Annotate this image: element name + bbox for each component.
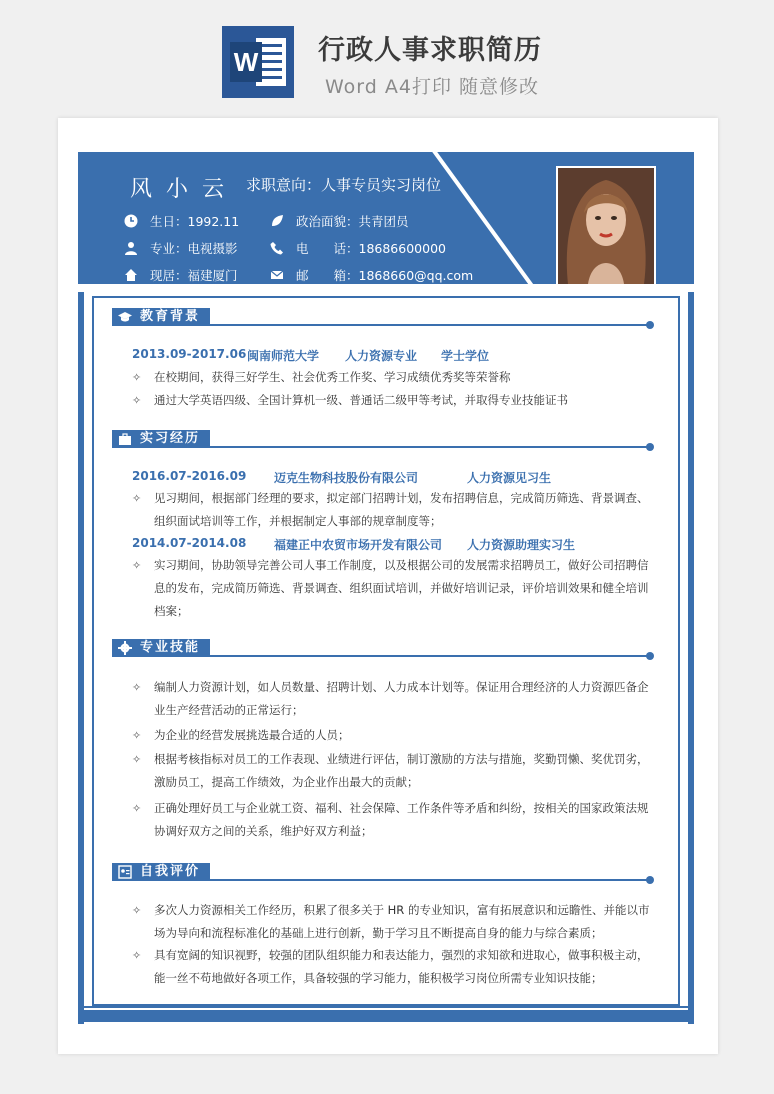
mail-icon [270, 268, 284, 282]
banner-subtitle: Word A4打印 随意修改 [325, 76, 540, 98]
skills-heading [112, 639, 210, 657]
home-row [124, 266, 238, 284]
bullet-mark-icon: ✧ [132, 904, 142, 917]
list-item: ✧ 正确处理好员工与企业就工资、福利、社会保障、工作条件等矛盾和纠纷，按相关的国家政策法规协调好双方之间的关系，维护好双方利益； [132, 797, 652, 843]
education-heading [112, 308, 210, 326]
skills-title: 专业技能 [140, 640, 201, 655]
skills-dot [646, 652, 654, 660]
self-rule [206, 879, 650, 881]
word-logo-icon [222, 26, 294, 98]
bullet-mark-icon: ✧ [132, 559, 142, 572]
email-text: 邮 箱：1868660@qq.com [296, 268, 474, 283]
education-school: 闽南师范大学 [247, 349, 320, 363]
home-icon [124, 268, 138, 282]
job-1-period: 2016.07-2016.09 [132, 469, 247, 483]
job-entry-1 [132, 469, 551, 486]
list-item: ✧ 为企业的经营发展挑选最合适的人员； [132, 724, 652, 747]
bullet-mark-icon: ✧ [132, 371, 142, 384]
candidate-name: 风小云 [130, 177, 239, 202]
list-item: ✧ 根据考核指标对员工的工作表现、业绩进行评估，制订激励的方法与措施，奖勤罚懒、奖优罚劣，激励员工，提高工作绩效，为企业作出最大的贡献； [132, 748, 652, 794]
clock-icon [124, 214, 138, 228]
bottom-bar [78, 1010, 694, 1022]
job-intent: 求职意向：人事专员实习岗位 [246, 176, 442, 194]
phone-row [270, 239, 446, 257]
portrait-image [558, 168, 654, 284]
user-icon [124, 241, 138, 255]
email-row [270, 266, 473, 284]
major-row [124, 239, 238, 257]
header-diagonal [425, 152, 546, 284]
birth-text: 生日：1992.11 [150, 214, 240, 229]
internship-rule [206, 446, 650, 448]
internship-dot [646, 443, 654, 451]
job-2-company: 福建正中农贸市场开发有限公司 [274, 538, 443, 552]
logo-letter: W [233, 47, 259, 77]
politics-row [270, 212, 409, 230]
list-item: ✧ 见习期间，根据部门经理的要求，拟定部门招聘计划，发布招聘信息，完成简历筛选、背景调查、组织面试培训等工作，并根据制定人事部的规章制度等； [132, 487, 652, 533]
resume-page [58, 118, 718, 1054]
profile-photo [556, 166, 656, 286]
education-entry [132, 347, 489, 364]
bullet-mark-icon: ✧ [132, 681, 142, 694]
internship-heading [112, 430, 210, 448]
bullet-mark-icon: ✧ [132, 492, 142, 505]
gear-icon [118, 641, 132, 655]
internship-title: 实习经历 [140, 431, 201, 446]
self-heading [112, 863, 210, 881]
job-2-role: 人力资源助理实习生 [467, 538, 576, 552]
politics-text: 政治面貌：共青团员 [296, 214, 409, 229]
education-dot [646, 321, 654, 329]
self-dot [646, 876, 654, 884]
education-major: 人力资源专业 [345, 349, 418, 363]
list-item: ✧ 在校期间，获得三好学生、社会优秀工作奖、学习成绩优秀奖等荣誉称 [132, 366, 652, 389]
home-text: 现居：福建厦门 [150, 268, 238, 283]
job-entry-2 [132, 536, 575, 553]
job-1-company: 迈克生物科技股份有限公司 [274, 471, 419, 485]
leaf-icon [270, 214, 284, 228]
phone-text: 电 话：18686600000 [296, 241, 446, 256]
list-item: ✧ 实习期间，协助领导完善公司人事工作制度，以及根据公司的发展需求招聘员工，做好公司招聘信息的发布，完成简历筛选、背景调查、组织面试培训，并做好培训记录，评价培训效果和健全培训档案； [132, 554, 652, 623]
self-title: 自我评价 [140, 864, 201, 879]
bottom-rule [78, 1006, 694, 1008]
graduation-cap-icon [118, 310, 132, 324]
list-item: ✧ 编制人力资源计划，如人员数量、招聘计划、人力成本计划等。保证用合理经济的人力资源匹备企业生产经营活动的正常运行； [132, 676, 652, 722]
skills-rule [206, 655, 650, 657]
bullet-mark-icon: ✧ [132, 394, 142, 407]
list-item: ✧ 具有宽阔的知识视野，较强的团队组织能力和表达能力，强烈的求知欲和进取心，做事积极主动，能一丝不苟地做好各项工作，具备较强的学习能力，能积极学习岗位所需专业知识技能； [132, 944, 652, 990]
bullet-mark-icon: ✧ [132, 753, 142, 766]
bullet-mark-icon: ✧ [132, 949, 142, 962]
major-text: 专业：电视摄影 [150, 241, 238, 256]
profile-card-icon [118, 865, 132, 879]
education-period: 2013.09-2017.06 [132, 347, 247, 361]
banner-title: 行政人事求职简历 [318, 35, 542, 66]
bullet-mark-icon: ✧ [132, 729, 142, 742]
education-degree: 学士学位 [441, 349, 490, 363]
education-title: 教育背景 [140, 309, 201, 324]
birth-row [124, 212, 239, 230]
bullet-mark-icon: ✧ [132, 802, 142, 815]
top-banner [0, 0, 774, 118]
phone-icon [270, 241, 284, 255]
list-item: ✧ 多次人力资源相关工作经历，积累了很多关于 HR 的专业知识，富有拓展意识和远瞻性、并能以市场为导向和流程标准化的基础上进行创新，勤于学习且不断提高自身的能力与综合素质； [132, 899, 652, 945]
job-1-role: 人力资源见习生 [467, 471, 552, 485]
education-rule [206, 324, 650, 326]
job-2-period: 2014.07-2014.08 [132, 536, 247, 550]
briefcase-icon [118, 432, 132, 446]
list-item: ✧ 通过大学英语四级、全国计算机一级、普通话二级甲等考试，并取得专业技能证书 [132, 389, 652, 412]
